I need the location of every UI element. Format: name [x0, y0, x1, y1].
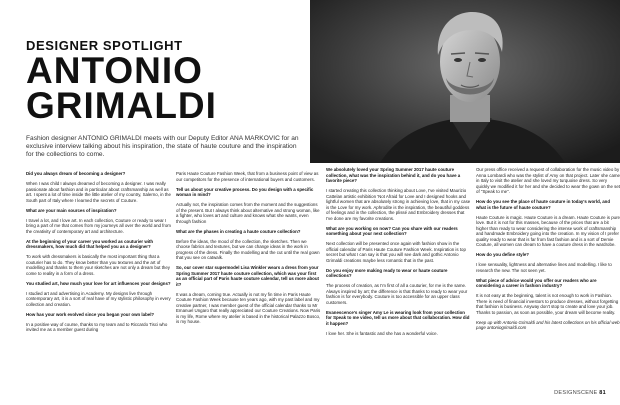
interview-question: How do you see the place of haute couture in today's world, and what is the future of haute couture?	[476, 199, 611, 210]
article-credit: Keep up with Antonio Grimaldi and his latest collections on his official web page antoniogrimaldi.com	[476, 319, 620, 330]
page-number: 81	[599, 390, 606, 396]
interview-question: What are your main sources of inspiration?	[26, 207, 117, 213]
text-column-2	[176, 171, 321, 329]
section-kicker: DESIGNER SPOTLIGHT	[26, 38, 183, 53]
interview-answer: Before the ideas, the mood of the collection, the sketches. Then we choose fabrics and textures, but we can change ideas in the work in progress of the dress. Finally the modelling and the cut until the real gown that you see on catwalk.	[176, 238, 320, 260]
interview-question: How do you define style?	[476, 252, 529, 257]
interview-question: How has your work evolved since you began your own label?	[26, 311, 155, 317]
text-column-3	[326, 167, 471, 341]
interview-question: What are you working on now? Can you share with our readers something about your next collection?	[326, 225, 458, 236]
interview-answer: Actually not, the inspiration comes from the moment and the suggestions of the present. But I always think about alternative and strong woman, like a fighter, who loves art and culture and knows what she wants, even through fashion	[176, 202, 320, 224]
interview-answer: Paris Haute Couture Fashion Week, that from a business point of view as our competitors for the presence of international buyers and customers.	[176, 171, 319, 182]
interview-question: Did you always dream of becoming a designer?	[26, 171, 126, 176]
interview-answer: Next collection will be presented once again with fashion show in the official calendar of Paris Haute Couture Fashion Week. Inspiration is top secret but what I can say is that you will see dark and gothic Antonio Grimaldi creations maybe less romantic that in the past.	[326, 241, 466, 263]
interview-question: You studied art, how much your love for art influences your designs?	[26, 280, 171, 286]
interview-answer: Our press office received a request of collaboration for the music video by Anna Lombardi who was the stylist of Amy on that project. Later she came in Italy to visit the atelier and she loved my turquoise dress. So very quickly we modified it for her and she decided to wear the gown on the set of "Speak to me".	[476, 167, 620, 194]
interview-answer: I studied art and advertising in Academy. My designs live through contemporary art, it is a sort of real have of my stylistic philosophy in every collection and creation.	[26, 290, 171, 307]
interview-answer: To work with dressmakers is basically the most important thing that a couturier has to do. They know better than you textures and the art of modelling and thanks to them your sketches are not only a dream but they come to reality in a form of a dress.	[26, 254, 170, 276]
interview-question: Do you enjoy more making ready to wear or haute couture collections?	[326, 267, 448, 278]
interview-question: What are the phases in creating a haute couture collection?	[176, 228, 301, 234]
interview-answer: Haute Couture is magic. Haute Couture is a dream. Haute Couture is pure love. But it is not for this masses, because of the prices that are a bit higher than ready to wear considering the intense work of craftsmanship and handmade Embroidery going into the creation. In my vision of I prefer quality ready to wear that is far from fast fashion and is a sort of Demie Couture, all women can dream to have a couture dress in the wardrobe.	[476, 214, 620, 247]
interview-question: Evanescence's singer Amy Le is wearing look from your collection for Speak to me video, tell us more about that collaboration. How did it happen?	[326, 309, 470, 326]
interview-answer: It is not easy at the beginning, talent is not enough to work in Fashion. There is need of financial investors to produce dresses, without forgetting that fashion is business. Anyway don't stop to create and love your job. Thanks to passion, as soon as possible, your dream will become reality.	[476, 293, 619, 315]
interview-answer: I travel a lot, and I love art. In each collection, Couture or ready to wear I bring a part of me that comes from my journeys all over the world and from the creativity of contemporary art and architecture.	[26, 217, 171, 234]
title-line-last-name: GRIMALDI	[26, 85, 217, 126]
interview-answer: I love her. She is fantastic and she has a wonderful voice.	[326, 330, 438, 336]
article-intro: Fashion designer ANTONIO GRIMALDI meets with our Deputy Editor ANA MARKOVIC for an exclusive interview talking about his inspiration, the state of haute couture and the inspiration for the collections to come.	[26, 135, 299, 158]
interview-answer: The process of creation, as I'm first of all a couturier, for me is the same. Always inspired by art; the difference is that thanks to ready to wear your fashion is for everybody. Couture is too accessible for an upper class customers.	[326, 283, 468, 305]
interview-question: We absolutely loved your Spring Summer 2017 haute couture collection, what was the inspiration behind it, and do you have a favorite piece?	[326, 167, 461, 183]
page-footer	[554, 390, 606, 396]
interview-answer: In a positive way of course, thanks to my team and to Riccardo Tisci who invited me as a member guest during	[26, 321, 168, 332]
text-column-1	[26, 171, 171, 337]
portrait-icon	[310, 0, 620, 163]
interview-question: What piece of advice would you offer our readers who are considering a career in fashion industry?	[476, 277, 597, 288]
interview-question: At the beginning of your career you worked as couturier with dressmakers, how much did that helped you as a designer?	[26, 238, 154, 249]
interview-question: So, our cover star supermodel Lisa Winkler wears a dress from your Spring Summer 2017 haute couture collection, which was your first as an official part of Paris haute couture calendar, tell us more about it?	[176, 265, 319, 287]
interview-answer: I started creating this collection thinking about Love, I've visited Maurizio Cattelan artistic exhibition 'Not Afraid for Love and I designed hooks and lightful women that are absolutely strong in achieving love, that in my case is the Love for my work. Aphrodite is the inspiration, the beautiful goddess of feelings and in the collection, the plissé and Embroidery dresses that I've done are my favorite creations.	[326, 188, 471, 221]
interview-answer: I love sensuality, lightness and alternative lines and modelling. I like to research the new. The not seen yet.	[476, 262, 612, 273]
interview-question: Tell us about your creative process. Do you design with a specific woman in mind?	[176, 186, 314, 197]
designer-portrait-photo	[310, 0, 620, 163]
text-column-4	[476, 167, 620, 335]
magazine-name: DESIGNSCENE	[554, 390, 598, 396]
article-title	[26, 50, 316, 126]
interview-answer: When I was child I always dreamed of becoming a designer. I was really passionate about fashion and in particular about craftsmanship as well as art. I spent a lot of time inside the little atelier of my country, Salerno, in the South part of Italy where I learned the secrets of Couture.	[26, 181, 171, 203]
title-line-first-name: ANTONIO	[26, 50, 203, 91]
interview-answer: It was a dream, coming true. Actually is not my fin time in Paris Haute Couture Fashion Week because ten years ago, with my past label and my creative partner, I was member guest of the official calendar thanks to Mr Emanuel Ungaro that really appreciated our Couture Creations. Now Paris is my life, Rome where my atelier is based in the historical Palazzo Bosco, is my house.	[176, 291, 321, 324]
